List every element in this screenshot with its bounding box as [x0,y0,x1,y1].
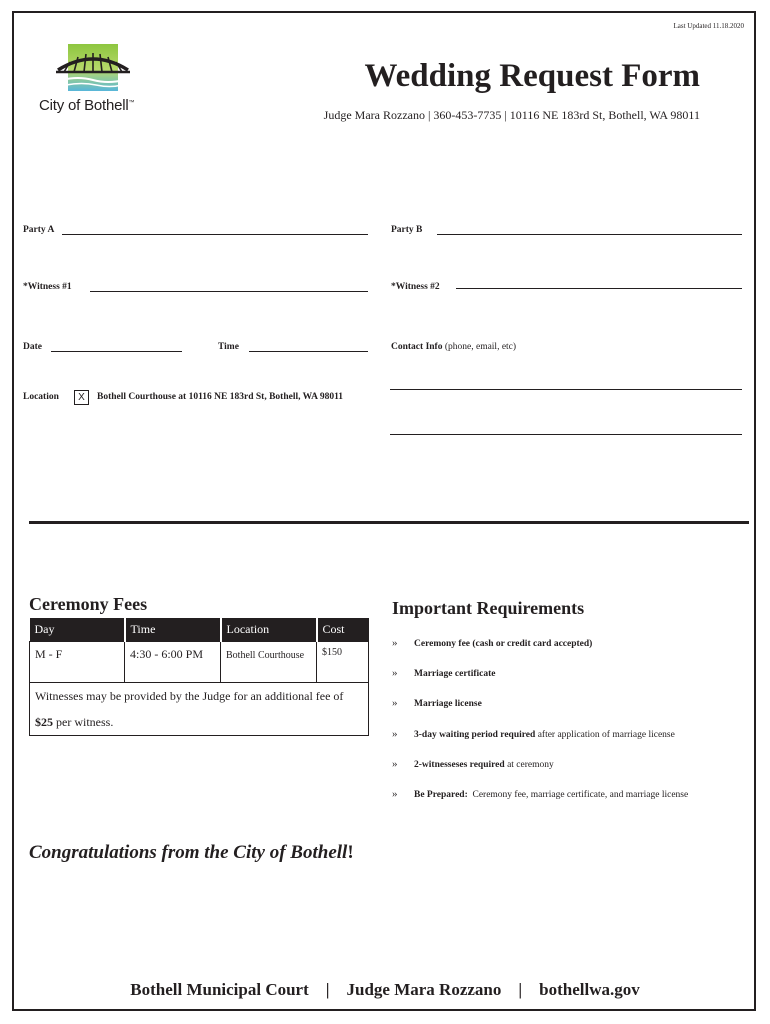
fees-table [29,618,369,736]
location-value: Bothell Courthouse at 10116 NE 183rd St, Bothell, WA 98011 [97,392,344,402]
requirement-item: » Marriage certificate [392,667,496,679]
date-label: Date [23,342,42,352]
party-b-field[interactable] [437,234,742,235]
form-title: Wedding Request Form [364,58,700,94]
form-subtitle: Judge Mara Rozzano | 360-453-7735 | 10116 NE 183rd St, Bothell, WA 98011 [323,108,700,122]
witness2-label: *Witness #2 [391,282,440,292]
footer: Bothell Municipal Court | Judge Mara Rozzano | bothellwa.gov [130,980,640,999]
requirement-item: » Marriage license [392,697,482,709]
cell-cost: $150 [317,642,369,683]
contact-field-line-1[interactable] [390,389,742,390]
table-row [30,642,369,683]
requirement-item: » 3-day waiting period required after application of marriage license [392,728,675,740]
witness1-field[interactable] [90,291,368,292]
col-day: Day [30,618,125,642]
requirement-item: » Ceremony fee (cash or credit card accepted) [392,637,593,649]
cell-location: Bothell Courthouse [221,642,317,683]
witness1-label: *Witness #1 [23,282,72,292]
col-cost: Cost [317,618,369,642]
witness2-field[interactable] [456,288,742,289]
section-divider [29,521,749,524]
party-a-label: Party A [23,225,55,235]
location-label: Location [23,392,59,402]
time-label: Time [218,342,239,352]
contact-label: Contact Info (phone, email, etc) [391,342,517,352]
col-location: Location [221,618,317,642]
fees-heading: Ceremony Fees [29,594,148,614]
footer-site[interactable]: bothellwa.gov [539,980,640,999]
cell-time: 4:30 - 6:00 PM [125,642,221,683]
date-field[interactable] [51,351,182,352]
location-checkbox[interactable]: X [74,390,89,405]
cell-day: M - F [30,642,125,683]
time-field[interactable] [249,351,368,352]
footer-court: Bothell Municipal Court [130,980,309,999]
footer-judge: Judge Mara Rozzano [346,980,502,999]
requirement-item: » Be Prepared: Ceremony fee, marriage certificate, and marriage license [392,788,689,800]
col-time: Time [125,618,221,642]
last-updated: Last Updated 11.18.2020 [673,22,744,30]
party-b-label: Party B [391,225,423,235]
party-a-field[interactable] [62,234,368,235]
requirements-heading: Important Requirements [392,598,585,618]
congratulations-text: Congratulations from the City of Bothell! [29,842,354,863]
requirement-item: » 2-witnesseses required at ceremony [392,758,554,770]
fees-note: Witnesses may be provided by the Judge for an additional fee of $25 per witness. [30,683,369,736]
table-row [30,683,369,736]
logo-text: City of Bothell™ [39,97,135,114]
contact-field-line-2[interactable] [390,434,742,435]
